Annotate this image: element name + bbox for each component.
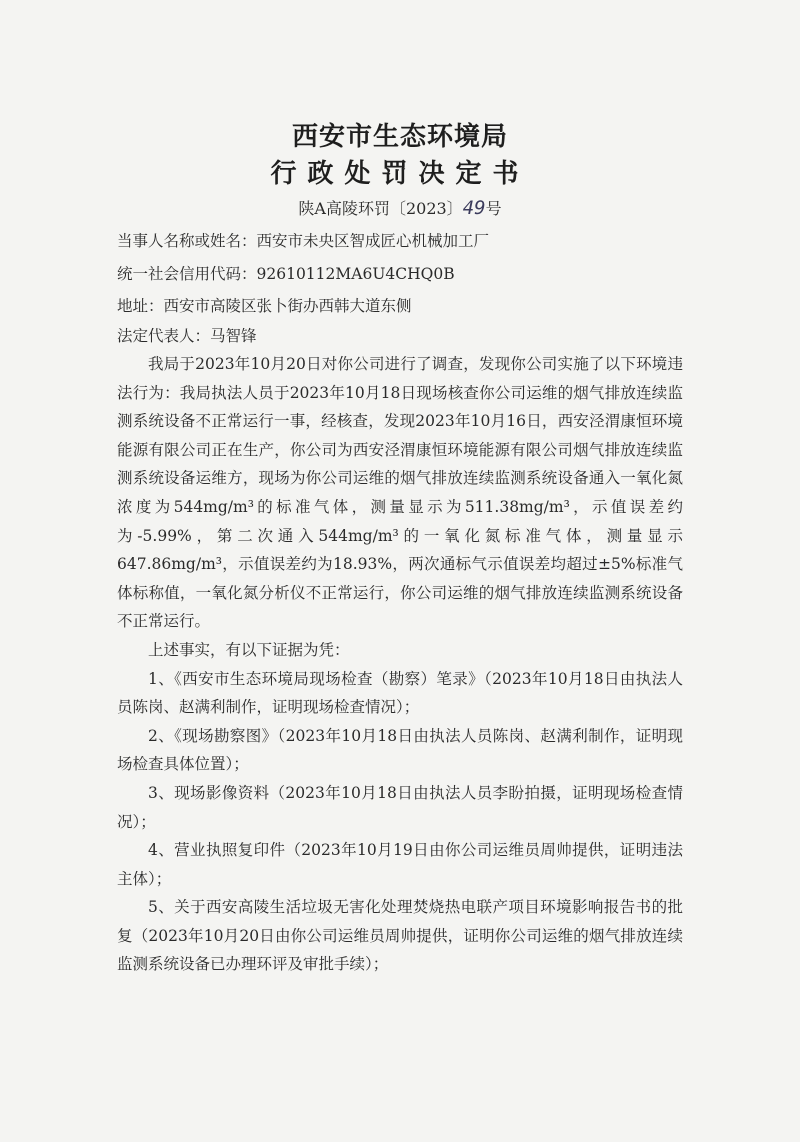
legal-representative-line: 法定代表人：马智锋 [117, 327, 257, 345]
party-name-line: 当事人名称或姓名：西安市未央区智成匠心机械加工厂 [117, 232, 490, 250]
doc-number-suffix: 号 [485, 199, 502, 218]
paragraph-evidence-5: 5、关于西安高陵生活垃圾无害化处理焚烧热电联产项目环境影响报告书的批复（2023年10月20日由你公司运维员周帅提供，证明你公司运维的烟气排放连续监测系统设备已办理环评及审批手续）； [117, 898, 683, 974]
paragraph-evidence-1: 1、《西安市生态环境局现场检查（勘察）笔录》（2023年10月18日由执法人员陈岗、赵满利制作，证明现场检查情况）； [117, 669, 683, 717]
paragraph-violation: 我局于2023年10月20日对你公司进行了调查，发现你公司实施了以下环境违法行为：我局执法人员于2023年10月18日现场核查你公司运维的烟气排放连续监测系统设备不正常运行一事，经核查，发现2023年10月16日，西安泾渭康恒环境能源有限公司正在生产，你公司为西安泾渭康恒环境能源有限公司烟气排放连续监测系统设备运维方，现场为你公司运维的烟气排放连续监测系统设备通入一氧化氮浓度为544mg/m³的标准气体，测量显示为511.38mg/m³，示值误差约为-5.99%，第二次通入544mg/m³的一氧化氮标准气体，测量显示647.86mg/m³，示值误差约为18.93%，两次通标气示值误差均超过±5%标准气体标称值，一氧化氮分析仪不正常运行，你公司运维的烟气排放连续监测系统设备不正常运行。 [117, 355, 683, 631]
document-type-title: 行政处罚决定书 [270, 159, 530, 189]
document-body [117, 350, 683, 979]
document-number [0, 196, 800, 219]
doc-number-handwritten: 49 [462, 197, 486, 219]
address-line: 地址：西安市高陵区张卜街办西韩大道东侧 [117, 297, 412, 315]
paragraph-evidence-2: 2、《现场勘察图》（2023年10月18日由执法人员陈岗、赵满利制作，证明现场检查具体位置）； [117, 726, 683, 774]
paragraph-evidence-4: 4、营业执照复印件（2023年10月19日由你公司运维员周帅提供，证明违法主体）； [117, 841, 683, 888]
paragraph-evidence-3: 3、现场影像资料（2023年10月18日由执法人员李盼拍摄，证明现场检查情况）； [117, 783, 683, 831]
paragraph-evidence-intro: 上述事实，有以下证据为凭： [148, 640, 350, 659]
credit-code-line: 统一社会信用代码：92610112MA6U4CHQ0B [117, 265, 455, 283]
agency-title: 西安市生态环境局 [291, 122, 508, 152]
doc-number-prefix: 陕A高陵环罚〔2023〕 [298, 199, 463, 218]
